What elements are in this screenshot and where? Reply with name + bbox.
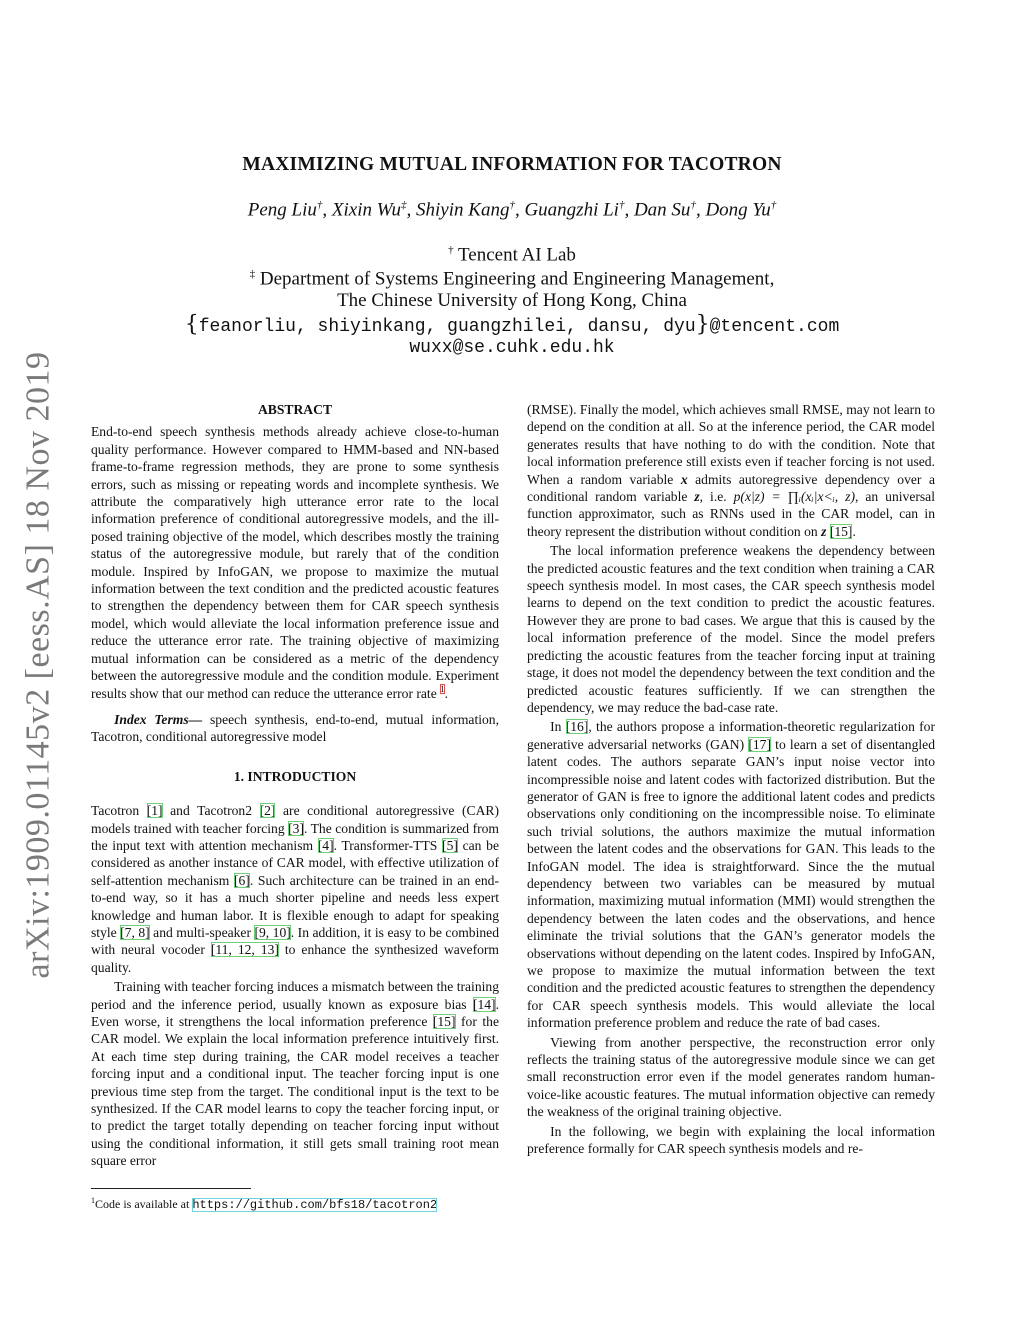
citation-link[interactable]: [15] [432,1014,456,1029]
affiliation-cuhk-line2: The Chinese University of Hong Kong, China [337,290,687,311]
math-formula: p(x|z) = ∏ᵢ(xᵢ|x<ᵢ, z) [733,489,855,505]
author-list: Peng Liu†, Xixin Wu‡, Shiyin Kang†, Guangzhi Li†, Dan Su†, Dong Yu† [247,199,777,221]
email-line-tencent: {feanorliu, shiyinkang, guangzhilei, dansu, dyu}@tencent.com [184,312,840,337]
citation-link[interactable]: [6] [233,872,250,888]
text: Training with teacher forcing induces a mismatch between the training period and the inference period, usually known as exposure bias [91,979,499,1012]
index-terms-text: speech synthesis, end-to-end, mutual information, Tacotron, conditional autoregressive model [91,711,499,745]
author: Dong Yu [705,199,771,221]
author: Dan Su [633,199,691,221]
citation-link[interactable]: [1] [146,803,163,819]
affiliation-text: Department of Systems Engineering and Engineering Management, [259,268,775,290]
email-domain: @tencent.com [709,317,840,337]
math-var: x [680,471,688,487]
text: . Transformer-TTS [333,837,443,853]
text: , i.e. [699,489,734,505]
left-column [91,401,499,1172]
text: . Such architecture can be trained in an end-to-end way, so it has a much shorter pipeline and needs less expert knowledge and human labor. It is flexible enough to adapt for speaking style [91,872,499,940]
citation-link[interactable]: [15] [829,523,853,539]
intro-paragraph-2 [91,978,499,1169]
footnote-text: Code is available at [95,1197,193,1211]
footnote-rule [91,1188,251,1189]
abstract-text: End-to-end speech synthesis methods already achieve close-to-human quality performance. However compared to HMM-based and NN-based frame-to-frame regression methods, they are prone to some synthesis errors, such as missing or repeating words and incomplete synthesis. We attribute the comparatively high utterance error rate to the local information preference of conditional autoregressive models, and the ill-posed training objective of the model, which describes mostly the training status of the autoregressive module, but rarely that of the condition module. Inspired by InfoGAN, we propose to maximize the mutual information between the text condition and the predicted acoustic features to strengthen the dependency between them for CAR speech synthesis model, which would alleviate the local information preference issue and reduce the utterance error rate. The training objective of maximizing mutual information can be considered as a metric of the dependency between the autoregressive module and the condition module. Experiment results show that our method can reduce the utterance error rate [91,424,499,701]
affiliation-cuhk [0,268,1024,290]
paper-title: MAXIMIZING MUTUAL INFORMATION FOR TACOTRON [242,154,782,175]
text: . [852,523,856,539]
index-terms [91,711,499,746]
text: . The condition is summarized from the input text with attention mechanism [91,820,499,853]
author: Guangzhi Li [524,199,619,221]
text: can be considered as another instance of CAR model, with effective utilization of self-attention mechanism [91,837,499,888]
text: to learn a set of disentangled latent codes. The authors separate GAN’s input noise vector into incompressible noise and latent codes with factorized distribution. But the generator of GAN is free to ignore the additional latent codes and predicts observations only conditioning on the incompressible noise. To eliminate such trivial solutions, the authors maximize the mutual information between the latent codes and the observations for GAN. This leads to the InfoGAN model. The idea is straightforward. Since the the mutual dependency between two variables can be measured by mutual information, maximizing mutual information (MMI) would strengthen the dependency between the laten codes and the observations, and hence eliminate the trivial solutions that the GAN’s generator models the observations without depending on the latent codes. Inspired by InfoGAN, we propose to maximize the mutual information between the text condition and the predicted acoustic features to strengthen the dependency for CAR speech synthesis models. This would alleviate the local information preference problem and reduce the rate of bad cases. [527,736,936,1031]
text: admits autoregressive dependency over a conditional random variable [527,471,935,505]
arxiv-stamp: arXiv:1909.01145v2 [eess.AS] 18 Nov 2019 [19,351,56,979]
right-paragraph-1: The local information preference weakens the dependency between the predicted acoustic features and the text condition when training a CAR speech synthesis model. In most cases, the CAR speech synthesis model learns to depend on the text condition to predict the acoustic features. However they are prone to bad cases. We argue that this is caused by the local information preference of the model. Since the model prefers predicting the acoustic features from the teacher forcing input at training stage, it does not model the dependency between the text condition and the predicted acoustic features sufficiently. If we can strengthen the dependency, we may reduce the bad-case rate. [527,543,935,715]
right-paragraph-4: In the following, we begin with explaining the local information preference formally for CAR speech synthesis models and re- [527,1123,935,1157]
text: , the authors propose a information-theoretic regularization for generative adversarial networks (GAN) [527,719,935,752]
citation-link[interactable]: [7, 8] [120,924,150,940]
math-var: z [694,489,700,505]
footnote-mark: 1 [91,1196,95,1205]
author-mark: † [509,199,515,211]
section-heading-introduction: 1. INTRODUCTION [233,768,357,784]
affiliation-text: Tencent AI Lab [458,244,576,266]
citation-link[interactable]: [11, 12, 13] [210,942,279,958]
affiliation-mark: † [448,244,454,256]
abstract-end: . [444,685,449,701]
citation-link[interactable]: [14] [472,996,496,1012]
text: Tacotron [91,803,147,819]
code-url-link[interactable]: https://github.com/bfs18/tacotron2 [192,1198,438,1212]
footnote [91,1193,511,1213]
author-mark: † [770,199,777,211]
text: , an universal function approximator, such as RNNs used in the CAR model, can in theory represent the distribution without condition on [527,489,935,539]
citation-link[interactable]: [17] [748,736,771,752]
text: are conditional autoregressive (CAR) models trained with teacher forcing [91,803,499,836]
text: and multi-speaker [149,924,255,940]
footnote-link[interactable]: 1 [440,683,445,694]
author: Xixin Wu [331,199,402,221]
index-terms-label: Index Terms— [114,711,203,727]
intro-paragraph-1 [91,802,499,976]
email-address: wuxx@se.cuhk.edu.hk [409,338,615,358]
citation-link[interactable]: [9, 10] [254,924,291,940]
citation-link[interactable]: [2] [259,803,276,819]
author: Shiyin Kang [416,199,510,221]
text: for the CAR model. We explain the local information preference intuitively first. At each time step during training, the CAR model receives a teacher forcing input and a conditional input. The teacher forcing input is one previous time step from the target. The conditional input is the text to be synthesized. If the CAR model learns to copy the teacher forcing input, or to predict the target totally depending on teacher forcing input without using the conditional information, it still gets small training root mean square error [91,1014,499,1169]
affiliation-tencent [0,244,1024,266]
author-mark: † [316,199,323,211]
citation-link[interactable]: [3] [288,820,304,836]
right-paragraph-0 [527,401,935,540]
text: and Tacotron2 [162,803,260,819]
author-mark: † [618,199,625,211]
email-names: feanorliu, shiyinkang, guangzhilei, dansu, dyu [198,317,696,337]
citation-link[interactable]: [16] [565,719,589,735]
author-mark: † [690,199,696,211]
author: Peng Liu [247,199,317,221]
right-column [527,401,935,1159]
text: . Even worse, it strengthens the local information preference [91,996,499,1029]
abstract-heading: ABSTRACT [257,402,333,417]
text: (RMSE). Finally the model, which achieves small RMSE, may not learn to depend on the condition at all. So at the inference period, the CAR model generates results that have nothing to do with the condition. Note that local information preference still exists even if teacher forcing is not used. When a random variable [527,402,935,487]
citation-link[interactable]: [5] [442,837,458,853]
affiliation-mark: ‡ [249,268,256,280]
text: In [550,719,566,735]
text: to enhance the synthesized waveform quality. [91,942,499,975]
right-paragraph-3: Viewing from another perspective, the reconstruction error only reflects the training status of the autoregressive module since we can get small reconstruction error even if the model generates random human-voice-like acoustic features. The mutual information objective can remedy the weakness of the original training objective. [527,1034,935,1120]
math-var: z [821,523,827,539]
email-line-cuhk [0,336,1024,358]
text: . In addition, it is easy to be combined with neural vocoder [91,924,500,958]
author-mark: ‡ [401,199,407,211]
abstract-body [91,423,499,702]
right-paragraph-2 [527,718,935,1031]
citation-link[interactable]: [4] [317,837,334,853]
